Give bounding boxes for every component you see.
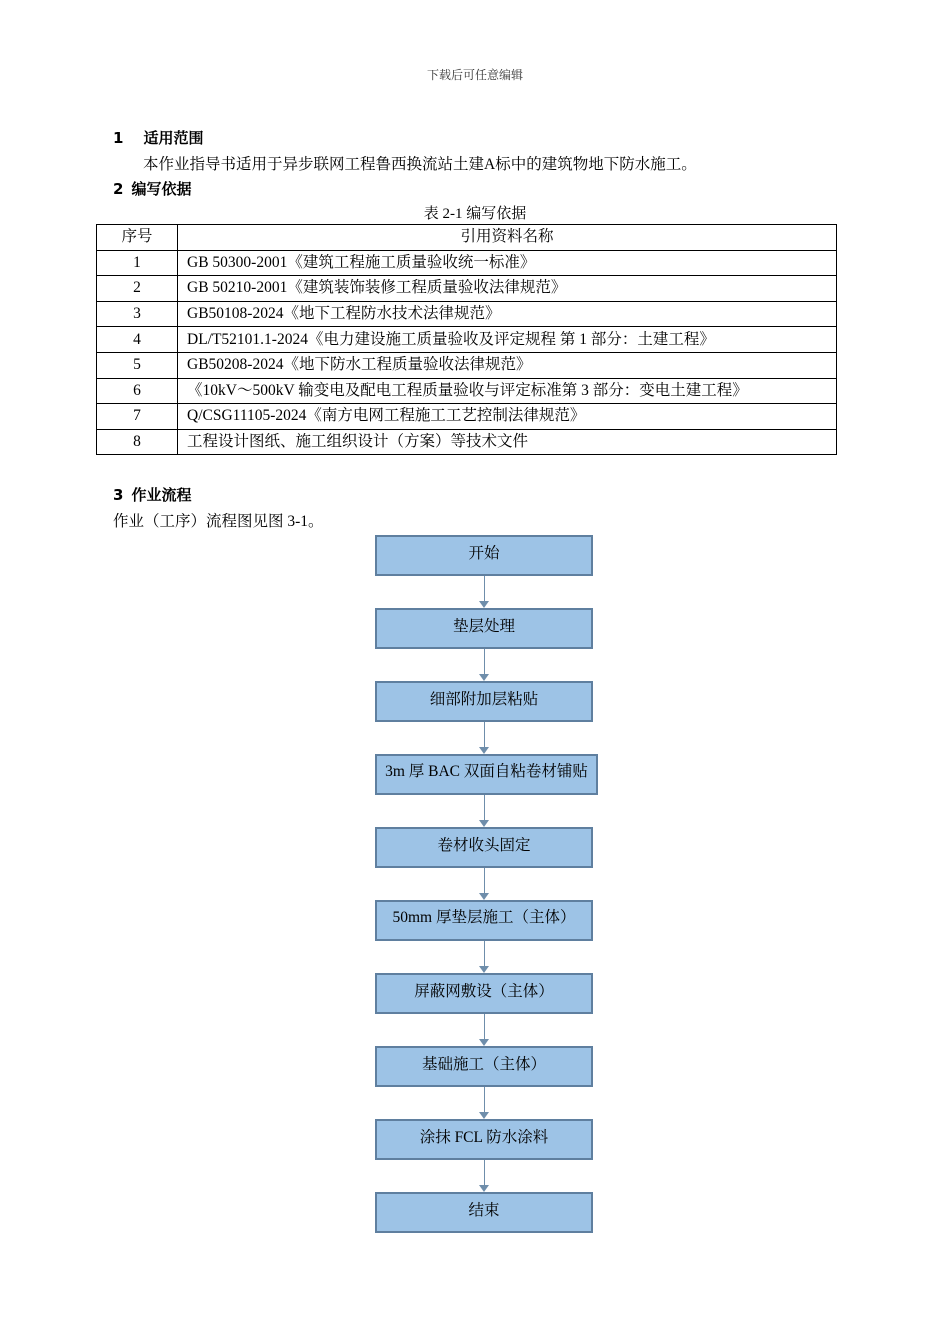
- flow-connector: [484, 1160, 486, 1185]
- row-index: 6: [97, 378, 178, 404]
- flow-step-end: 结束: [375, 1192, 593, 1233]
- arrow-down-icon: [479, 1112, 489, 1119]
- flow-step-detail-layer: 细部附加层粘贴: [375, 681, 593, 722]
- flow-connector: [484, 795, 486, 820]
- flow-step-fcl-coating: 涂抹 FCL 防水涂料: [375, 1119, 593, 1160]
- section-2-title: 编写依据: [131, 180, 192, 198]
- flow-step-foundation: 基础施工（主体）: [375, 1046, 593, 1087]
- section-3-heading: [113, 484, 191, 505]
- row-reference: GB 50300-2001《建筑工程施工质量验收统一标准》: [178, 250, 837, 276]
- table-row: [97, 352, 837, 378]
- column-header-name: 引用资料名称: [178, 225, 837, 251]
- arrow-down-icon: [479, 966, 489, 973]
- row-reference: 《10kV～500kV 输变电及配电工程质量验收与评定标准第 3 部分：变电土建工程》: [178, 378, 837, 404]
- section-2-number: 2: [113, 180, 124, 198]
- table-row: [97, 429, 837, 455]
- row-index: 3: [97, 301, 178, 327]
- flow-step-cushion-construction: 50mm 厚垫层施工（主体）: [375, 900, 593, 941]
- row-reference: DL/T52101.1-2024《电力建设施工质量验收及评定规程 第 1 部分：土建工程》: [178, 327, 837, 353]
- reference-table: [96, 224, 837, 455]
- flow-connector: [484, 868, 486, 893]
- arrow-down-icon: [479, 747, 489, 754]
- flow-connector: [484, 649, 486, 674]
- section-1-heading: [113, 127, 203, 148]
- flow-step-cushion-treatment: 垫层处理: [375, 608, 593, 649]
- row-index: 1: [97, 250, 178, 276]
- section-1-title: 适用范围: [143, 129, 204, 147]
- row-reference: GB 50210-2001《建筑装饰装修工程质量验收法律规范》: [178, 276, 837, 302]
- table-row: [97, 404, 837, 430]
- table-header-row: [97, 225, 837, 251]
- row-reference: Q/CSG11105-2024《南方电网工程施工工艺控制法律规范》: [178, 404, 837, 430]
- row-reference: GB50208-2024《地下防水工程质量验收法律规范》: [178, 352, 837, 378]
- table-caption: 表 2-1 编写依据: [423, 206, 527, 222]
- table-row: [97, 276, 837, 302]
- flow-connector: [484, 1087, 486, 1112]
- section-1-text: 本作业指导书适用于异步联网工程鲁西换流站土建A标中的建筑物地下防水施工。: [143, 156, 697, 173]
- row-index: 8: [97, 429, 178, 455]
- arrow-down-icon: [479, 1039, 489, 1046]
- section-3-number: 3: [113, 486, 124, 504]
- section-2-heading: [113, 178, 191, 199]
- section-3-title: 作业流程: [131, 486, 192, 504]
- flow-step-start: 开始: [375, 535, 593, 576]
- row-index: 2: [97, 276, 178, 302]
- table-row: [97, 301, 837, 327]
- arrow-down-icon: [479, 1185, 489, 1192]
- arrow-down-icon: [479, 674, 489, 681]
- flow-step-shield-mesh: 屏蔽网敷设（主体）: [375, 973, 593, 1014]
- flow-step-membrane-laying: 3m 厚 BAC 双面自粘卷材铺贴: [375, 754, 598, 795]
- section-1-number: 1: [113, 129, 124, 147]
- table-row: [97, 250, 837, 276]
- arrow-down-icon: [479, 820, 489, 827]
- table-row: [97, 378, 837, 404]
- column-header-index: 序号: [97, 225, 178, 251]
- flow-connector: [484, 941, 486, 966]
- page-header: 下载后可任意编辑: [426, 68, 523, 82]
- flow-connector: [484, 722, 486, 747]
- row-index: 4: [97, 327, 178, 353]
- flow-connector: [484, 1014, 486, 1039]
- row-index: 7: [97, 404, 178, 430]
- row-reference: 工程设计图纸、施工组织设计（方案）等技术文件: [178, 429, 837, 455]
- arrow-down-icon: [479, 893, 489, 900]
- flow-step-membrane-end-fixing: 卷材收头固定: [375, 827, 593, 868]
- flow-connector: [484, 576, 486, 601]
- table-row: [97, 327, 837, 353]
- section-3-text: 作业（工序）流程图见图 3-1。: [113, 513, 324, 530]
- row-index: 5: [97, 352, 178, 378]
- row-reference: GB50108-2024《地下工程防水技术法律规范》: [178, 301, 837, 327]
- arrow-down-icon: [479, 601, 489, 608]
